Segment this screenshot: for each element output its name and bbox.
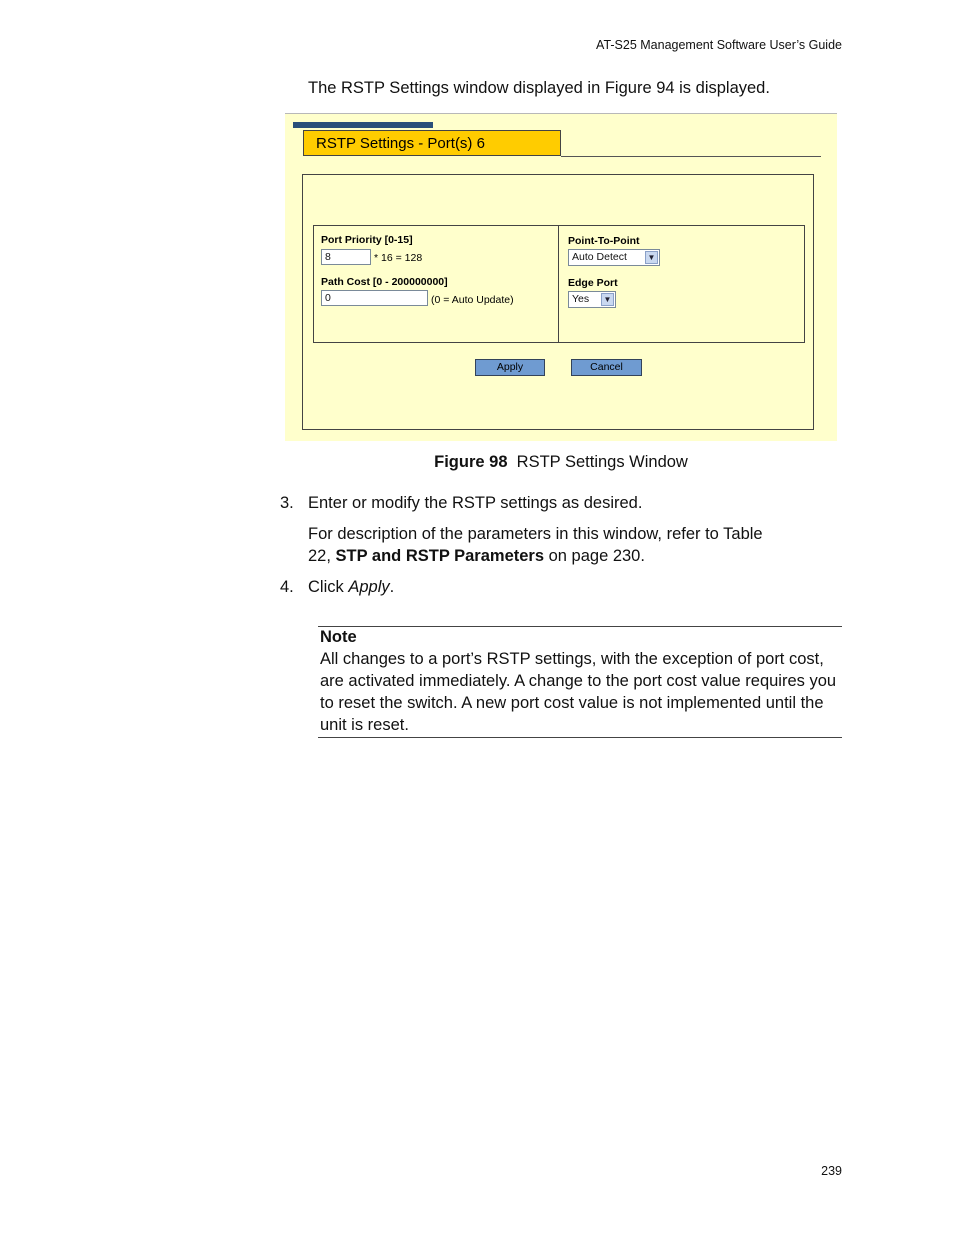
intro-paragraph: The RSTP Settings window displayed in Figure 94 is displayed. [308, 79, 770, 97]
note-bottom-rule [318, 737, 842, 738]
step-4-apply-term: Apply [348, 578, 390, 596]
tab-bar-accent [293, 122, 433, 128]
step-4-prefix: Click [308, 578, 349, 596]
chevron-down-icon[interactable]: ▼ [645, 251, 658, 264]
step-3-detail-line1: For description of the parameters in this window, refer to Table [308, 525, 763, 543]
chevron-down-icon[interactable]: ▼ [601, 293, 614, 306]
window-tab-title[interactable]: RSTP Settings - Port(s) 6 [303, 130, 561, 156]
cancel-button[interactable]: Cancel [571, 359, 642, 376]
note-title: Note [320, 628, 357, 646]
settings-form-table [313, 225, 805, 343]
edge-port-selected: Yes [572, 293, 590, 305]
path-cost-label: Path Cost [0 - 200000000] [321, 276, 448, 288]
point-to-point-label: Point-To-Point [568, 235, 640, 247]
edge-port-select[interactable] [568, 291, 616, 308]
figure-caption [285, 453, 837, 472]
step-3-detail-suffix: on page 230. [544, 547, 645, 565]
table-reference-link: STP and RSTP Parameters [335, 547, 545, 565]
port-priority-label: Port Priority [0-15] [321, 234, 413, 246]
path-cost-input[interactable]: 0 [321, 290, 428, 306]
port-priority-multiplier: * 16 = 128 [374, 252, 423, 264]
settings-panel [302, 174, 814, 430]
step-4-suffix: . [389, 578, 395, 596]
point-to-point-select[interactable] [568, 249, 660, 266]
step-3-detail-line2 [308, 547, 645, 566]
figure-number: Figure 98 [434, 453, 508, 471]
path-cost-hint: (0 = Auto Update) [431, 294, 514, 306]
step-4-number: 4. [280, 578, 294, 596]
port-priority-input[interactable]: 8 [321, 249, 371, 265]
edge-port-label: Edge Port [568, 277, 618, 289]
step-3-text: Enter or modify the RSTP settings as desired. [308, 494, 643, 512]
figure-caption-text: RSTP Settings Window [516, 453, 688, 471]
step-3-detail-prefix: 22, [308, 547, 336, 565]
apply-button[interactable]: Apply [475, 359, 545, 376]
point-to-point-selected: Auto Detect [572, 251, 627, 263]
tab-underline [561, 156, 821, 157]
note-body: All changes to a port’s RSTP settings, with the exception of port cost, are activated immediately. A change to the port cost value requires you to reset the switch. A new port cost value is not implemented until the unit is reset. [320, 650, 837, 734]
step-3-number: 3. [280, 494, 294, 512]
column-divider [558, 226, 559, 342]
page-number: 239 [821, 1164, 842, 1178]
note-top-rule [318, 626, 842, 627]
running-header: AT-S25 Management Software User’s Guide [596, 38, 842, 52]
rstp-settings-figure [285, 113, 837, 441]
step-4-text [308, 578, 394, 597]
